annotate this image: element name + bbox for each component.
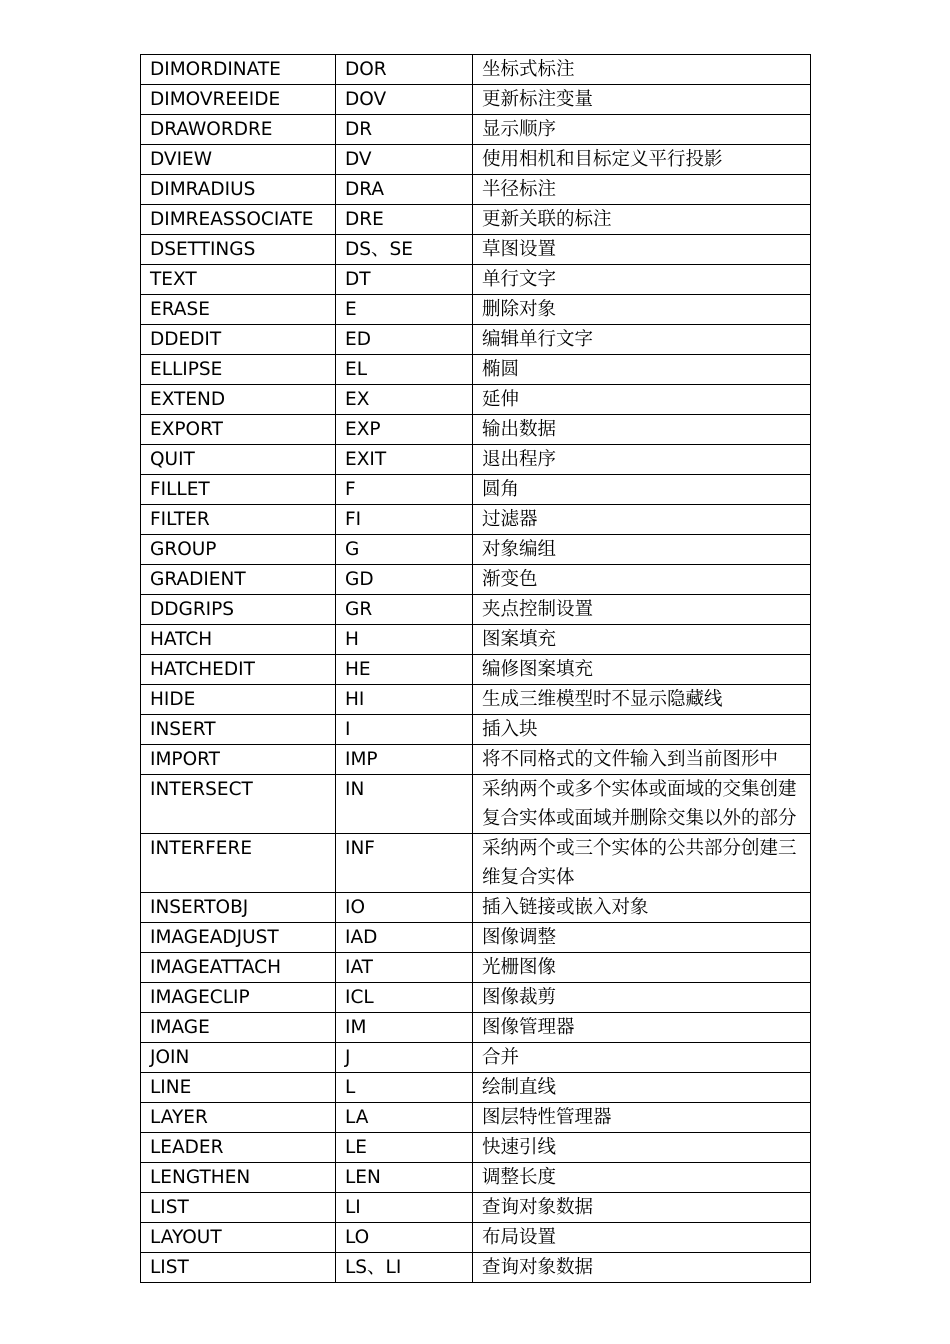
table-row — [141, 923, 811, 953]
description-cell: 草图设置 — [473, 235, 811, 265]
table-row — [141, 205, 811, 235]
table-row — [141, 1253, 811, 1283]
alias-cell: EXP — [336, 415, 473, 445]
command-cell: IMPORT — [141, 745, 336, 775]
command-cell: LENGTHEN — [141, 1163, 336, 1193]
description-cell: 编修图案填充 — [473, 655, 811, 685]
table-row — [141, 1103, 811, 1133]
command-cell: IMAGECLIP — [141, 983, 336, 1013]
description-cell: 采纳两个或多个实体或面域的交集创建复合实体或面域并删除交集以外的部分 — [473, 775, 811, 834]
table-row — [141, 535, 811, 565]
alias-cell: LEN — [336, 1163, 473, 1193]
command-cell: IMAGEATTACH — [141, 953, 336, 983]
command-cell: DVIEW — [141, 145, 336, 175]
command-cell: DDEDIT — [141, 325, 336, 355]
alias-cell: DRE — [336, 205, 473, 235]
command-cell: DIMRADIUS — [141, 175, 336, 205]
alias-cell: IAT — [336, 953, 473, 983]
alias-cell: HI — [336, 685, 473, 715]
command-cell: IMAGE — [141, 1013, 336, 1043]
table-row — [141, 1073, 811, 1103]
table-row — [141, 834, 811, 893]
table-row — [141, 745, 811, 775]
command-cell: LAYER — [141, 1103, 336, 1133]
description-cell: 图像裁剪 — [473, 983, 811, 1013]
command-cell: INTERFERE — [141, 834, 336, 893]
table-row — [141, 565, 811, 595]
command-cell: QUIT — [141, 445, 336, 475]
command-cell: DIMORDINATE — [141, 55, 336, 85]
alias-cell: ED — [336, 325, 473, 355]
alias-cell: DRA — [336, 175, 473, 205]
table-row — [141, 1193, 811, 1223]
table-row — [141, 893, 811, 923]
description-cell: 显示顺序 — [473, 115, 811, 145]
description-cell: 图层特性管理器 — [473, 1103, 811, 1133]
alias-cell: GD — [336, 565, 473, 595]
description-cell: 合并 — [473, 1043, 811, 1073]
description-cell: 退出程序 — [473, 445, 811, 475]
table-row — [141, 385, 811, 415]
table-row — [141, 775, 811, 834]
description-cell: 半径标注 — [473, 175, 811, 205]
description-cell: 图案填充 — [473, 625, 811, 655]
alias-cell: LO — [336, 1223, 473, 1253]
table-row — [141, 235, 811, 265]
description-cell: 绘制直线 — [473, 1073, 811, 1103]
command-cell: INSERTOBJ — [141, 893, 336, 923]
alias-cell: DOR — [336, 55, 473, 85]
alias-cell: EX — [336, 385, 473, 415]
alias-cell: DR — [336, 115, 473, 145]
table-row — [141, 85, 811, 115]
table-row — [141, 355, 811, 385]
alias-cell: L — [336, 1073, 473, 1103]
description-cell: 过滤器 — [473, 505, 811, 535]
command-alias-table — [140, 54, 811, 1283]
description-cell: 生成三维模型时不显示隐藏线 — [473, 685, 811, 715]
command-cell: DRAWORDRE — [141, 115, 336, 145]
description-cell: 对象编组 — [473, 535, 811, 565]
command-cell: EXTEND — [141, 385, 336, 415]
alias-cell: EL — [336, 355, 473, 385]
alias-cell: E — [336, 295, 473, 325]
alias-cell: FI — [336, 505, 473, 535]
table-row — [141, 325, 811, 355]
table-body — [141, 55, 811, 1283]
alias-cell: DOV — [336, 85, 473, 115]
table-row — [141, 715, 811, 745]
alias-cell: LS、LI — [336, 1253, 473, 1283]
description-cell: 采纳两个或三个实体的公共部分创建三维复合实体 — [473, 834, 811, 893]
table-row — [141, 1013, 811, 1043]
alias-cell: HE — [336, 655, 473, 685]
description-cell: 使用相机和目标定义平行投影 — [473, 145, 811, 175]
alias-cell: LE — [336, 1133, 473, 1163]
command-cell: GROUP — [141, 535, 336, 565]
table-row — [141, 1043, 811, 1073]
description-cell: 渐变色 — [473, 565, 811, 595]
table-row — [141, 505, 811, 535]
table-row — [141, 685, 811, 715]
command-cell: LINE — [141, 1073, 336, 1103]
table-row — [141, 983, 811, 1013]
command-cell: DIMOVREEIDE — [141, 85, 336, 115]
table-row — [141, 953, 811, 983]
command-cell: FILLET — [141, 475, 336, 505]
description-cell: 更新关联的标注 — [473, 205, 811, 235]
alias-cell: DV — [336, 145, 473, 175]
table-row — [141, 475, 811, 505]
command-cell: ELLIPSE — [141, 355, 336, 385]
description-cell: 光栅图像 — [473, 953, 811, 983]
command-cell: EXPORT — [141, 415, 336, 445]
description-cell: 输出数据 — [473, 415, 811, 445]
table-row — [141, 1133, 811, 1163]
command-cell: DDGRIPS — [141, 595, 336, 625]
command-cell: TEXT — [141, 265, 336, 295]
command-cell: FILTER — [141, 505, 336, 535]
alias-cell: H — [336, 625, 473, 655]
alias-cell: LI — [336, 1193, 473, 1223]
description-cell: 插入链接或嵌入对象 — [473, 893, 811, 923]
alias-cell: F — [336, 475, 473, 505]
table-row — [141, 1163, 811, 1193]
table-row — [141, 115, 811, 145]
description-cell: 圆角 — [473, 475, 811, 505]
command-cell: LIST — [141, 1193, 336, 1223]
table-row — [141, 295, 811, 325]
description-cell: 调整长度 — [473, 1163, 811, 1193]
description-cell: 编辑单行文字 — [473, 325, 811, 355]
alias-cell: LA — [336, 1103, 473, 1133]
command-cell: HIDE — [141, 685, 336, 715]
description-cell: 夹点控制设置 — [473, 595, 811, 625]
command-cell: INSERT — [141, 715, 336, 745]
command-cell: HATCH — [141, 625, 336, 655]
table-row — [141, 175, 811, 205]
table-row — [141, 445, 811, 475]
description-cell: 布局设置 — [473, 1223, 811, 1253]
table-row — [141, 415, 811, 445]
table-row — [141, 625, 811, 655]
alias-cell: I — [336, 715, 473, 745]
table-row — [141, 595, 811, 625]
alias-cell: INF — [336, 834, 473, 893]
description-cell: 更新标注变量 — [473, 85, 811, 115]
description-cell: 查询对象数据 — [473, 1253, 811, 1283]
alias-cell: IO — [336, 893, 473, 923]
command-cell: ERASE — [141, 295, 336, 325]
description-cell: 坐标式标注 — [473, 55, 811, 85]
table-row — [141, 655, 811, 685]
command-cell: DSETTINGS — [141, 235, 336, 265]
command-cell: HATCHEDIT — [141, 655, 336, 685]
table-row — [141, 55, 811, 85]
alias-cell: J — [336, 1043, 473, 1073]
alias-cell: IN — [336, 775, 473, 834]
description-cell: 查询对象数据 — [473, 1193, 811, 1223]
description-cell: 插入块 — [473, 715, 811, 745]
table-row — [141, 1223, 811, 1253]
description-cell: 将不同格式的文件输入到当前图形中 — [473, 745, 811, 775]
alias-cell: DT — [336, 265, 473, 295]
description-cell: 椭圆 — [473, 355, 811, 385]
alias-cell: ICL — [336, 983, 473, 1013]
command-cell: DIMREASSOCIATE — [141, 205, 336, 235]
alias-cell: IMP — [336, 745, 473, 775]
description-cell: 快速引线 — [473, 1133, 811, 1163]
alias-cell: IAD — [336, 923, 473, 953]
description-cell: 图像调整 — [473, 923, 811, 953]
command-cell: LAYOUT — [141, 1223, 336, 1253]
command-cell: LIST — [141, 1253, 336, 1283]
description-cell: 延伸 — [473, 385, 811, 415]
description-cell: 删除对象 — [473, 295, 811, 325]
table-row — [141, 145, 811, 175]
command-cell: JOIN — [141, 1043, 336, 1073]
command-cell: LEADER — [141, 1133, 336, 1163]
alias-cell: EXIT — [336, 445, 473, 475]
command-cell: INTERSECT — [141, 775, 336, 834]
command-cell: IMAGEADJUST — [141, 923, 336, 953]
alias-cell: DS、SE — [336, 235, 473, 265]
command-cell: GRADIENT — [141, 565, 336, 595]
description-cell: 图像管理器 — [473, 1013, 811, 1043]
table-row — [141, 265, 811, 295]
alias-cell: IM — [336, 1013, 473, 1043]
description-cell: 单行文字 — [473, 265, 811, 295]
alias-cell: GR — [336, 595, 473, 625]
alias-cell: G — [336, 535, 473, 565]
